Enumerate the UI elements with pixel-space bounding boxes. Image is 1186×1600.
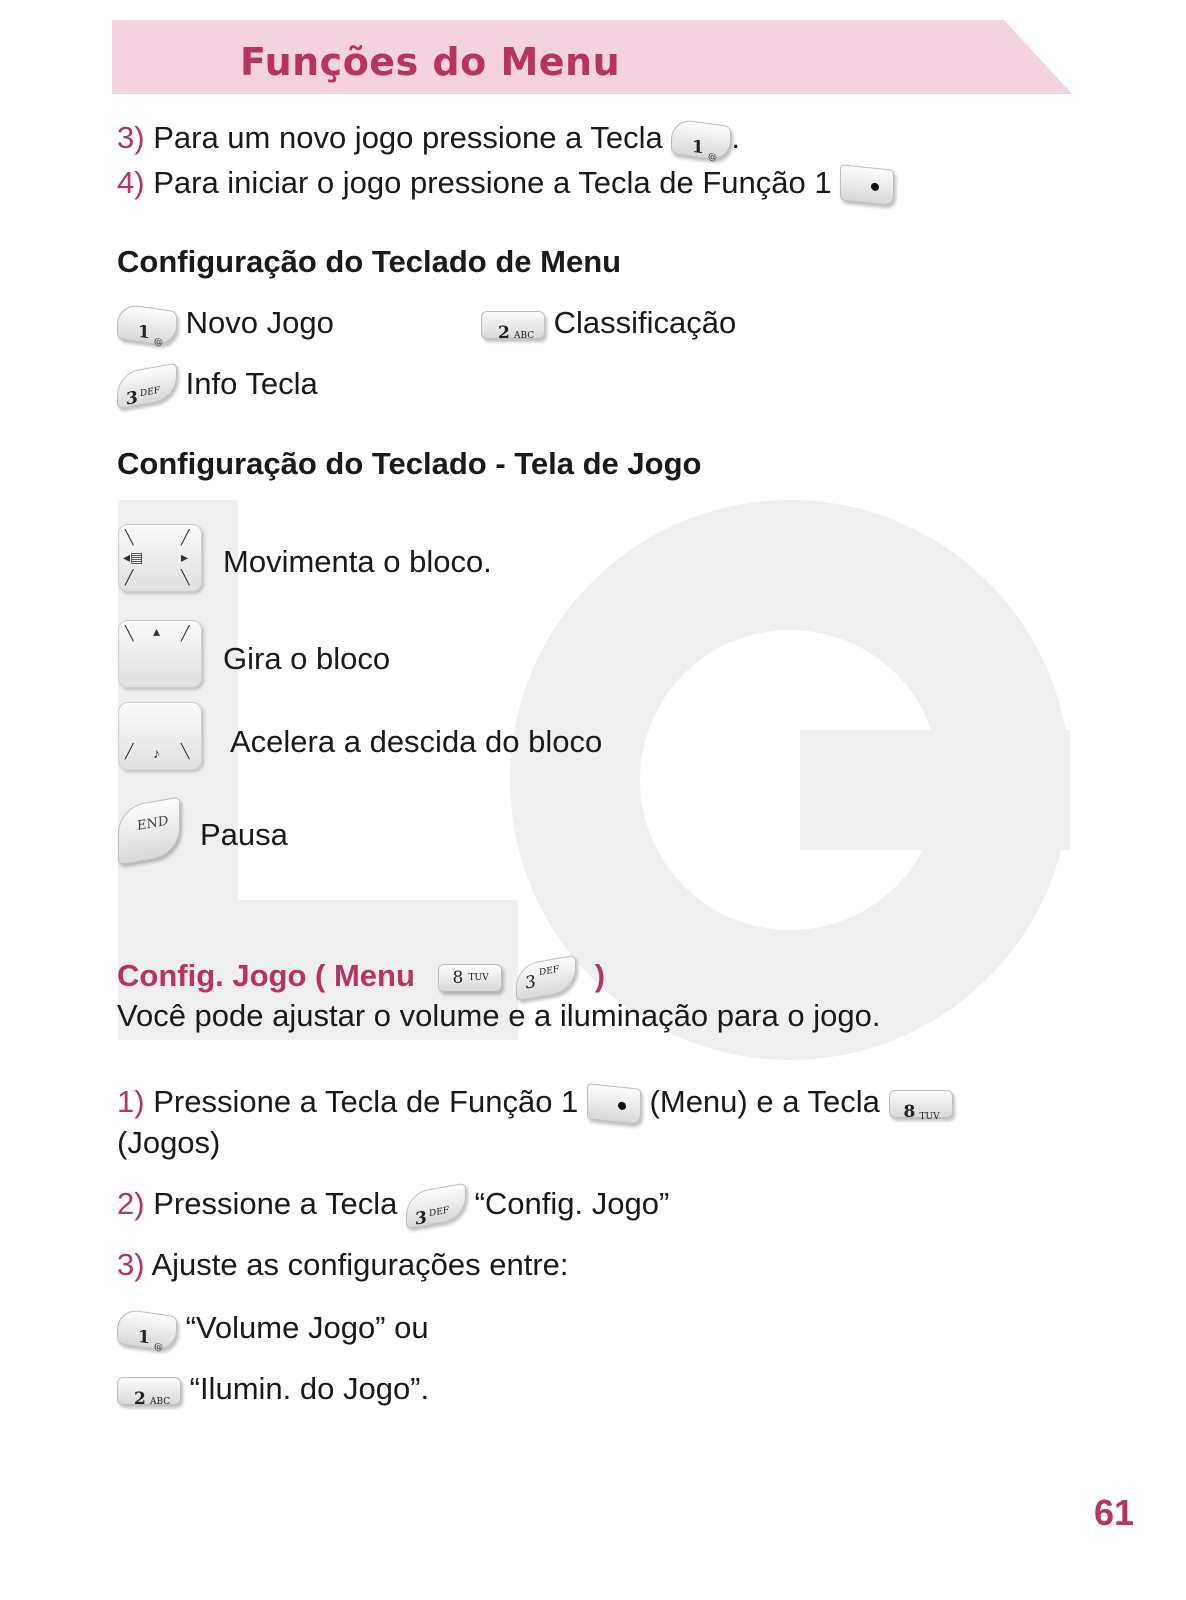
config-heading: Config. Jogo ( Menu 8 TUV 3 DEF ) (117, 958, 605, 996)
key-1-icon: 1 @ (671, 118, 731, 162)
menu-key-item (117, 366, 318, 410)
key-8-icon: 8 TUV (889, 1090, 953, 1118)
step-number: 2) (117, 1186, 145, 1221)
step-text: Para iniciar o jogo pressione a Tecla de Função 1 (153, 165, 832, 200)
step-number: 3) (117, 1247, 145, 1282)
step-number: 4) (117, 165, 145, 200)
key-2-icon: 2 ABC (117, 1377, 181, 1405)
step-top-3: 3) Para um novo jogo pressione a Tecla 1 @ . (117, 120, 740, 158)
option-item (117, 1371, 429, 1407)
game-key-label: Acelera a descida do bloco (230, 724, 603, 759)
option-item (117, 1310, 429, 1354)
step-number: 3) (117, 120, 145, 155)
nav-up-icon: ╲ ▴ ╱ (118, 620, 202, 688)
menu-key-item (117, 305, 334, 349)
config-description: Você pode ajustar o volume e a iluminação para o jogo. (117, 998, 881, 1033)
step-3: 3) Ajuste as configurações entre: (117, 1247, 569, 1282)
key-2-icon: 2 ABC (481, 311, 545, 339)
game-key-label: Gira o bloco (223, 641, 391, 676)
option-label: “Volume Jogo” ou (185, 1310, 429, 1345)
soft-key-1-icon (840, 164, 894, 206)
step-2: 2) Pressione a Tecla 3 DEF “Config. Jogo” (117, 1186, 669, 1224)
key-3-icon: 3 DEF (516, 955, 576, 1002)
page-title: Funções do Menu (240, 40, 621, 84)
menu-key-label: Novo Jogo (185, 305, 334, 340)
step-number: 1) (117, 1084, 145, 1119)
option-label: “Ilumin. do Jogo”. (189, 1371, 430, 1406)
header-banner (112, 20, 1072, 94)
step-1: 1) Pressione a Tecla de Função 1 (Menu) e a Tecla 8 TUV (117, 1084, 953, 1122)
step-text: Para um novo jogo pressione a Tecla (153, 120, 663, 155)
game-key-label: Movimenta o bloco. (223, 544, 492, 579)
end-key-icon: END (118, 797, 180, 866)
nav-down-icon: ╱ ♪ ╲ (118, 702, 202, 770)
key-8-icon: 8 TUV (438, 964, 502, 992)
game-key-label: Pausa (200, 817, 288, 852)
page-number: 61 (1094, 1492, 1135, 1533)
lg-watermark-g-bar (800, 730, 1070, 850)
menu-key-label: Classificação (553, 305, 737, 340)
key-3-icon: 3 DEF (117, 363, 177, 410)
soft-key-1-icon (587, 1083, 641, 1125)
menu-keys-heading: Configuração do Teclado de Menu (117, 244, 622, 279)
step-1-continuation: (Jogos) (117, 1125, 221, 1160)
key-3-icon: 3 DEF (406, 1183, 466, 1230)
key-1-icon: 1 @ (117, 1308, 177, 1352)
menu-key-label: Info Tecla (185, 366, 318, 401)
step-top-4 (117, 165, 894, 203)
game-keys-heading: Configuração do Teclado - Tela de Jogo (117, 446, 702, 481)
menu-key-item (481, 305, 736, 341)
nav-left-right-icon: ╲ ╱ ◂▤ ▸ ╱ ╲ (118, 524, 202, 592)
key-1-icon: 1 @ (117, 303, 177, 347)
